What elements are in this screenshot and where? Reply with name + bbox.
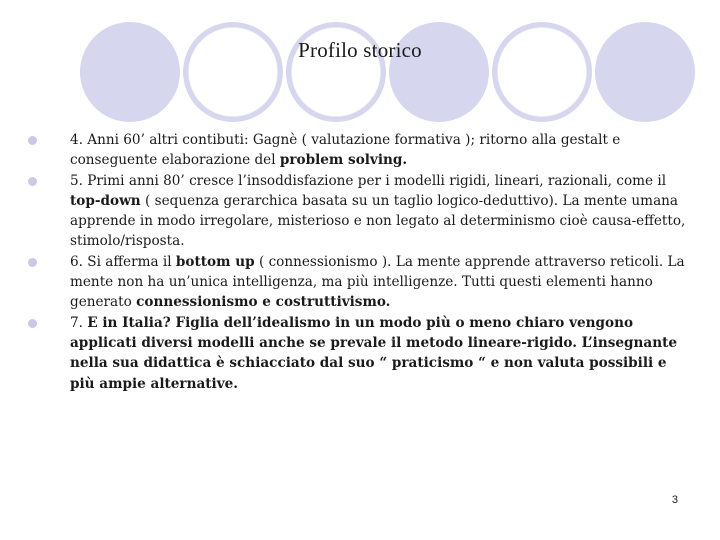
bullet-bold-text: problem solving. <box>279 152 408 169</box>
bullet-text: 7. <box>70 314 88 331</box>
bullet-text: 5. Primi anni 80’ cresce l’insoddisfazione per i modelli rigidi, lineari, razionali, come il <box>70 172 667 189</box>
bullet-list <box>28 130 688 394</box>
circle-decoration <box>595 22 695 122</box>
bullet-item <box>28 130 688 171</box>
circle-decoration <box>286 22 386 122</box>
bullet-bold-text: connessionismo e costruttivismo. <box>136 294 391 311</box>
bullet-text: ( sequenza gerarchica basata su un taglio logico-deduttivo). La mente umana apprende in modo irregolare, misterioso e non legato al determinismo cioè causa-effetto, stimolo/risposta. <box>70 192 686 250</box>
bullet-item <box>28 171 688 252</box>
bullet-text: ( connessionismo ). La mente apprende attraverso reticoli. La mente non ha un’unica intelligenza, ma più intelligenze. Tutti questi elementi hanno generato <box>70 253 685 311</box>
bullet-icon <box>28 177 37 186</box>
page-number: 3 <box>671 494 678 506</box>
bullet-icon <box>28 319 37 328</box>
bullet-text: 6. Si afferma il <box>70 253 176 270</box>
bullet-bold-text: E in Italia? Figlia dell’idealismo in un modo più o meno chiaro vengono applicati diversi modelli anche se prevale il metodo lineare-rigido. L’insegnante nella sua didattica è schiacciato dal suo “ praticismo “ e non valuta possibili e più ampie alternative. <box>70 314 678 392</box>
bullet-icon <box>28 258 37 267</box>
circle-decoration <box>492 22 592 122</box>
bullet-item <box>28 313 688 394</box>
bullet-item <box>28 252 688 313</box>
bullet-bold-text: top-down <box>70 192 141 209</box>
slide-title: Profilo storico <box>298 38 422 62</box>
bullet-bold-text: bottom up <box>175 253 255 270</box>
bullet-icon <box>28 136 37 145</box>
circle-decoration <box>389 22 489 122</box>
circle-decoration <box>183 22 283 122</box>
circle-decoration <box>80 22 180 122</box>
bullet-text: 4. Anni 60’ altri contibuti: Gagnè ( valutazione formativa ); ritorno alla gestalt e conseguente elaborazione del <box>70 132 621 169</box>
